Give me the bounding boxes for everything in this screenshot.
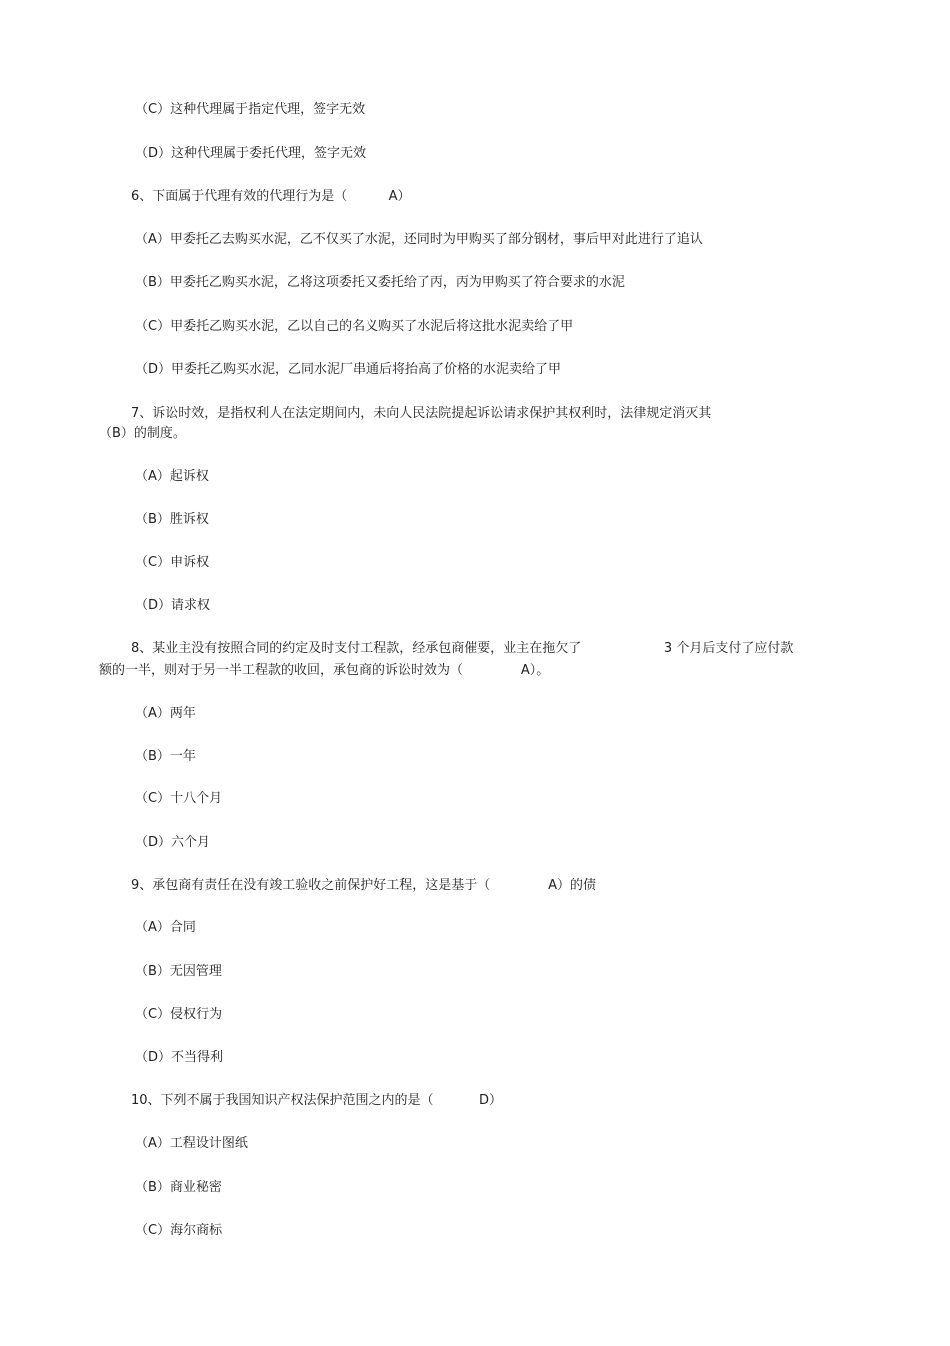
question-8-option-c: （C）十八个月 [135,791,223,806]
question-7-option-b: （B）胜诉权 [135,512,209,527]
question-7-option-d: （D）请求权 [135,598,211,613]
question-9-option-c: （C）侵权行为 [135,1007,223,1022]
question-8: 8、某业主没有按照合同的约定及时支付工程款，经承包商催要，业主在拖欠了 3 个月后支付了应付款 [131,641,794,656]
question-7: 7、诉讼时效，是指权利人在法定期间内，未向人民法院提起诉讼请求保护其权利时，法律规定消灭其 [131,406,712,421]
question-10-option-c: （C）海尔商标 [135,1223,223,1238]
question-6-option-c: （C）甲委托乙购买水泥，乙以自己的名义购买了水泥后将这批水泥卖给了甲 [135,319,574,334]
question-7-continuation: （B）的制度。 [99,426,186,441]
question-9-option-a: （A）合同 [135,920,196,935]
question-10-option-a: （A）工程设计图纸 [135,1136,248,1151]
question-7-option-c: （C）申诉权 [135,555,210,570]
option-c-designated-agency: （C）这种代理属于指定代理，签字无效 [135,102,366,117]
question-9: 9、承包商有责任在没有竣工验收之前保护好工程，这是基于（ A）的债 [131,878,597,893]
question-9-option-b: （B）无因管理 [135,964,222,979]
question-6-option-a: （A）甲委托乙去购买水泥，乙不仅买了水泥，还同时为甲购买了部分钢材，事后甲对此进行了追认 [135,232,703,247]
question-8-option-d: （D）六个月 [135,835,211,850]
question-10: 10、下列不属于我国知识产权法保护范围之内的是（ D） [131,1093,503,1108]
option-d-entrusted-agency: （D）这种代理属于委托代理，签字无效 [135,146,367,161]
question-6-option-b: （B）甲委托乙购买水泥，乙将这项委托又委托给了丙，丙为甲购买了符合要求的水泥 [135,275,625,290]
question-9-option-d: （D）不当得利 [135,1050,224,1065]
question-8-option-a: （A）两年 [135,706,196,721]
question-10-option-b: （B）商业秘密 [135,1180,222,1195]
question-7-option-a: （A）起诉权 [135,469,209,484]
question-8-option-b: （B）一年 [135,749,196,764]
question-6: 6、下面属于代理有效的代理行为是（ A） [131,189,411,204]
question-6-option-d: （D）甲委托乙购买水泥，乙同水泥厂串通后将抬高了价格的水泥卖给了甲 [135,362,562,377]
question-8-continuation: 额的一半，则对于另一半工程款的收回，承包商的诉讼时效为（ A）。 [99,663,550,678]
